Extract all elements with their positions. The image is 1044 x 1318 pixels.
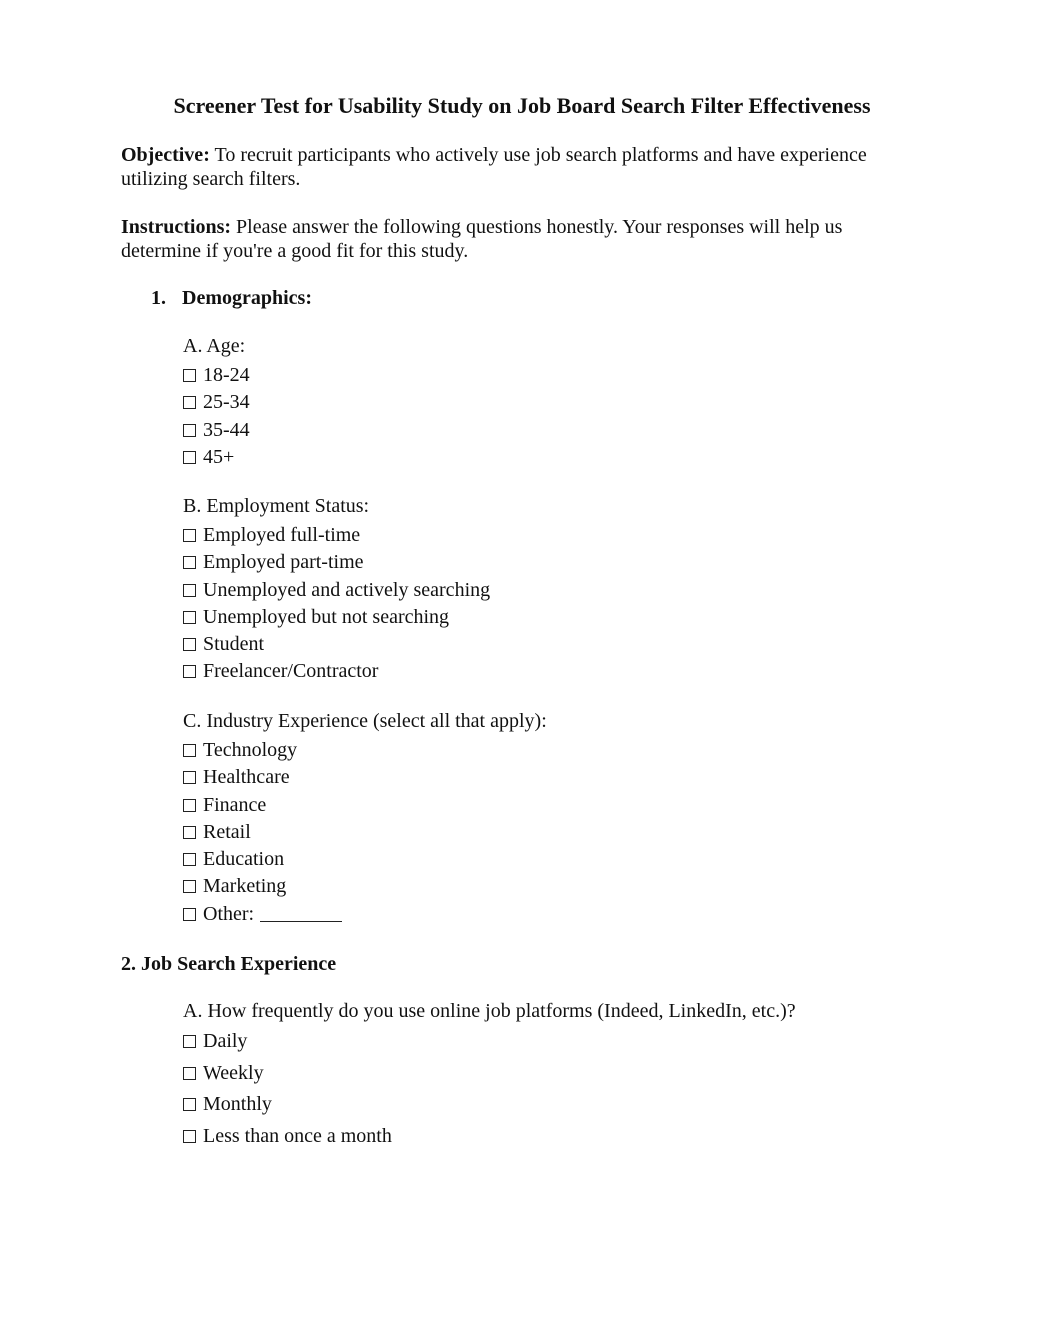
industry-option-technology[interactable] — [183, 738, 943, 762]
industry-option-education[interactable] — [183, 847, 943, 871]
checkbox-icon[interactable] — [183, 369, 196, 382]
industry-question — [183, 709, 943, 929]
checkbox-icon[interactable] — [183, 556, 196, 569]
industry-option-other[interactable] — [183, 902, 943, 926]
option-label: Marketing — [203, 875, 287, 898]
employment-question-label: B. Employment Status: — [183, 495, 370, 517]
employment-question — [183, 494, 943, 687]
option-label: Finance — [203, 793, 267, 816]
checkbox-icon[interactable] — [183, 908, 196, 921]
option-label: Monthly — [203, 1093, 272, 1115]
employment-option-unemployed-searching[interactable] — [183, 578, 943, 602]
instructions-label: Instructions: — [121, 216, 232, 238]
frequency-option-less-than-monthly[interactable] — [183, 1124, 943, 1148]
option-label: Less than once a month — [203, 1124, 392, 1147]
option-label: 25-34 — [203, 391, 250, 414]
checkbox-icon[interactable] — [183, 853, 196, 866]
checkbox-icon[interactable] — [183, 1067, 196, 1080]
age-option-45-plus[interactable] — [183, 445, 943, 469]
checkbox-icon[interactable] — [183, 1098, 196, 1111]
checkbox-icon[interactable] — [183, 799, 196, 812]
section-demographics-heading — [151, 286, 312, 310]
option-label: Education — [203, 848, 285, 871]
frequency-option-weekly[interactable] — [183, 1061, 943, 1085]
checkbox-icon[interactable] — [183, 451, 196, 464]
checkbox-icon[interactable] — [183, 424, 196, 437]
industry-option-marketing[interactable] — [183, 874, 943, 898]
checkbox-icon[interactable] — [183, 396, 196, 409]
checkbox-icon[interactable] — [183, 529, 196, 542]
instructions-paragraph — [121, 215, 911, 263]
objective-text: To recruit participants who actively use job search platforms and have experience utilizing search filters. — [121, 144, 867, 190]
page-title: Screener Test for Usability Study on Job Board Search Filter Effectiveness — [173, 93, 871, 118]
checkbox-icon[interactable] — [183, 771, 196, 784]
option-label: Other: — [203, 902, 255, 925]
checkbox-icon[interactable] — [183, 1130, 196, 1143]
option-label: Employed part-time — [203, 551, 364, 574]
option-label: Freelancer/Contractor — [203, 660, 379, 683]
checkbox-icon[interactable] — [183, 611, 196, 624]
objective-label: Objective: — [121, 144, 210, 166]
option-label: Healthcare — [203, 766, 290, 789]
frequency-option-monthly[interactable] — [183, 1092, 943, 1116]
employment-option-freelancer[interactable] — [183, 659, 943, 683]
option-label: 18-24 — [203, 364, 250, 386]
checkbox-icon[interactable] — [183, 744, 196, 757]
checkbox-icon[interactable] — [183, 584, 196, 597]
objective-paragraph — [121, 143, 911, 191]
frequency-question-label: A. How frequently do you use online job platforms (Indeed, LinkedIn, etc.)? — [183, 1000, 796, 1022]
industry-question-label: C. Industry Experience (select all that apply): — [183, 710, 547, 732]
section-job-search-heading: 2. Job Search Experience — [121, 953, 337, 975]
industry-option-healthcare[interactable] — [183, 765, 943, 789]
section-number: 1. — [151, 287, 166, 309]
industry-option-finance[interactable] — [183, 793, 943, 817]
option-label: Technology — [203, 739, 298, 761]
option-label: 35-44 — [203, 418, 250, 441]
option-label: Unemployed and actively searching — [203, 578, 491, 601]
employment-option-part-time[interactable] — [183, 550, 943, 574]
frequency-question — [183, 999, 943, 1155]
option-label: Daily — [203, 1030, 248, 1052]
option-label: Employed full-time — [203, 524, 361, 546]
employment-option-student[interactable] — [183, 632, 943, 656]
checkbox-icon[interactable] — [183, 1035, 196, 1048]
instructions-text: Please answer the following questions honestly. Your responses will help us determine if you're a good fit for this study. — [121, 216, 843, 262]
other-blank-line[interactable] — [260, 905, 342, 922]
checkbox-icon[interactable] — [183, 826, 196, 839]
checkbox-icon[interactable] — [183, 638, 196, 651]
section-title: Demographics: — [182, 287, 312, 309]
age-question — [183, 334, 943, 472]
option-label: 45+ — [203, 445, 235, 468]
age-question-label: A. Age: — [183, 335, 246, 357]
industry-option-retail[interactable] — [183, 820, 943, 844]
employment-option-unemployed-not-searching[interactable] — [183, 605, 943, 629]
age-option-35-44[interactable] — [183, 418, 943, 442]
age-option-25-34[interactable] — [183, 390, 943, 414]
option-label: Retail — [203, 820, 251, 843]
option-label: Unemployed but not searching — [203, 605, 450, 628]
frequency-option-daily[interactable] — [183, 1029, 943, 1053]
option-label: Student — [203, 633, 265, 656]
employment-option-full-time[interactable] — [183, 523, 943, 547]
checkbox-icon[interactable] — [183, 665, 196, 678]
checkbox-icon[interactable] — [183, 880, 196, 893]
age-option-18-24[interactable] — [183, 363, 943, 387]
option-label: Weekly — [203, 1061, 264, 1084]
